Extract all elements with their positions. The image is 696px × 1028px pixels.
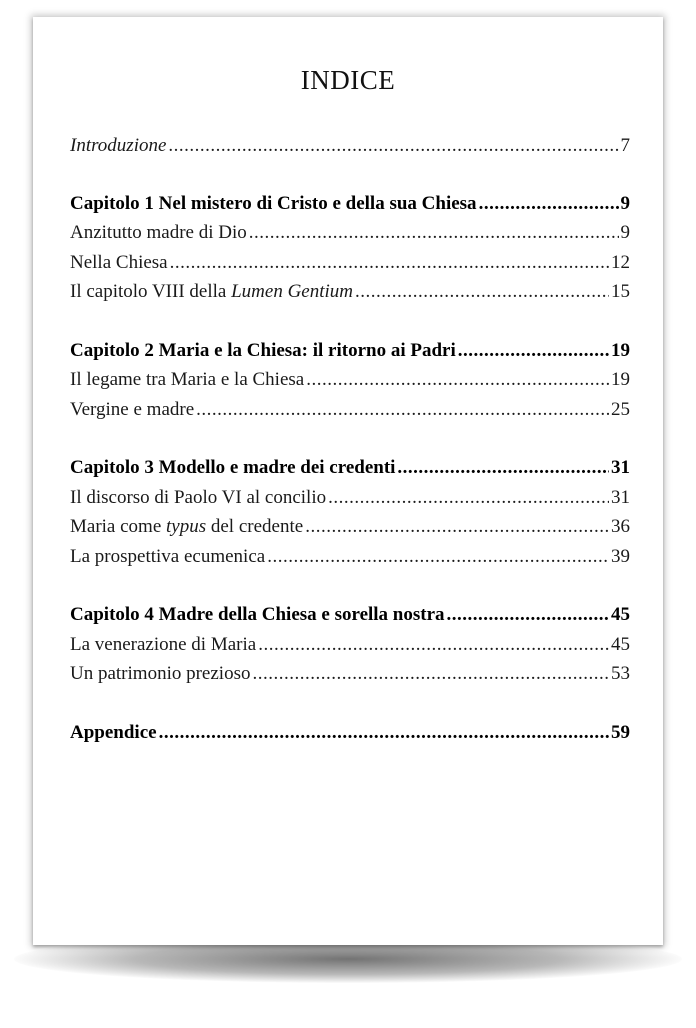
toc-entry[interactable] — [70, 395, 630, 425]
toc-entry-label — [70, 277, 353, 307]
chapter-heading-label: Capitolo 1 Nel mistero di Cristo e della sua Chiesa — [70, 192, 477, 214]
toc-page-number: 39 — [611, 545, 630, 567]
leader-dots — [168, 131, 618, 161]
toc-entry-label: Un patrimonio prezioso — [70, 663, 251, 684]
toc-entry-label: La prospettiva ecumenica — [70, 545, 266, 567]
toc-page-number: 25 — [611, 398, 630, 420]
leader-dots — [458, 336, 609, 366]
toc-page-number: 45 — [611, 604, 630, 625]
chapter-heading-label: Capitolo 2 Maria e la Chiesa: il ritorno ai Padri — [70, 339, 456, 361]
toc-page-number: 9 — [620, 192, 630, 214]
toc-page-number: 36 — [611, 516, 630, 537]
toc-page-number: 15 — [611, 281, 630, 302]
toc-entry[interactable] — [70, 277, 630, 307]
toc-entry-label: Anzitutto madre di Dio — [70, 222, 247, 243]
toc-entry-label: Il legame tra Maria e la Chiesa — [70, 369, 305, 390]
leader-dots — [267, 542, 609, 572]
toc-chapter-2[interactable] — [70, 336, 630, 366]
leader-dots — [479, 189, 619, 219]
toc-entry-label: Nella Chiesa — [70, 251, 168, 273]
toc-entry-label: Il discorso di Paolo VI al concilio — [70, 486, 327, 508]
toc-entry[interactable] — [70, 542, 630, 572]
toc-entry[interactable] — [70, 630, 630, 660]
label-emphasis: Lumen Gentium — [231, 281, 353, 302]
toc-entry-label: Introduzione — [70, 135, 167, 156]
leader-dots — [306, 365, 609, 395]
toc-entry-label: Vergine e madre — [70, 398, 195, 420]
leader-dots — [355, 277, 609, 307]
label-text: del credente — [206, 516, 304, 537]
leader-dots — [196, 395, 609, 425]
toc-page-number: 31 — [611, 486, 630, 508]
toc-entry[interactable] — [70, 512, 630, 542]
chapter-heading-label: Capitolo 4 Madre della Chiesa e sorella nostra — [70, 604, 445, 625]
leader-dots — [328, 483, 609, 513]
toc-entry-label — [70, 512, 303, 542]
leader-dots — [258, 630, 609, 660]
toc-page-number: 53 — [611, 663, 630, 684]
toc-page-number: 9 — [620, 222, 630, 243]
leader-dots — [159, 718, 609, 748]
leader-dots — [249, 218, 619, 248]
chapter-heading-label: Capitolo 3 Modello e madre dei credenti — [70, 457, 396, 478]
toc-entry-label: Appendice — [70, 721, 157, 743]
leader-dots — [170, 248, 609, 278]
toc-chapter-3[interactable] — [70, 453, 630, 483]
leader-dots — [305, 512, 609, 542]
toc-entry-label: La venerazione di Maria — [70, 633, 257, 655]
toc-entry[interactable] — [70, 483, 630, 513]
leader-dots — [252, 659, 609, 689]
toc-page-number: 59 — [611, 721, 630, 743]
table-of-contents — [70, 131, 630, 747]
label-text: Maria come — [70, 516, 167, 537]
toc-page-number: 19 — [611, 369, 630, 390]
label-emphasis: typus — [166, 516, 207, 537]
leader-dots — [397, 453, 609, 483]
toc-entry[interactable] — [70, 218, 630, 248]
toc-chapter-4[interactable] — [70, 600, 630, 630]
toc-page-number: 45 — [611, 633, 630, 655]
leader-dots — [447, 600, 609, 630]
toc-page-number: 7 — [620, 135, 630, 156]
document-page — [33, 17, 663, 945]
toc-entry[interactable] — [70, 365, 630, 395]
toc-entry-appendice[interactable] — [70, 718, 630, 748]
toc-page-number: 31 — [611, 457, 630, 478]
label-text: Il capitolo VIII della — [70, 281, 232, 302]
toc-page-number: 19 — [611, 339, 630, 361]
toc-entry-introduzione[interactable] — [70, 131, 630, 161]
page-title: INDICE — [300, 65, 396, 95]
toc-entry[interactable] — [70, 659, 630, 689]
toc-chapter-1[interactable] — [70, 189, 630, 219]
toc-page-number: 12 — [611, 251, 630, 273]
toc-entry[interactable] — [70, 248, 630, 278]
